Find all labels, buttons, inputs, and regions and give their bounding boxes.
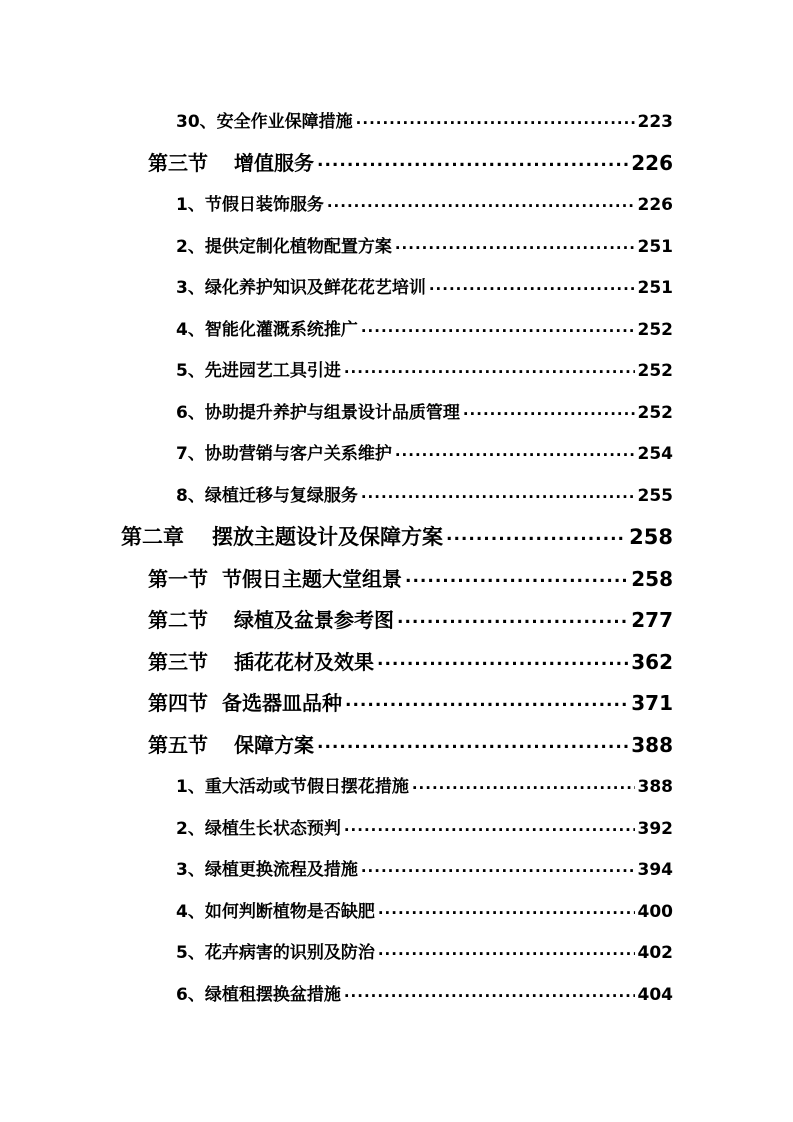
toc-entry-number: 3、	[176, 860, 205, 880]
toc-entry[interactable]	[176, 980, 673, 1005]
dot-leader	[361, 484, 635, 501]
dot-leader	[429, 276, 635, 293]
toc-entry-page: 404	[637, 985, 673, 1005]
toc-entry-number: 30、	[176, 112, 217, 132]
toc-entry-page: 394	[637, 860, 673, 880]
toc-entry-number: 7、	[176, 444, 205, 464]
toc-entry-page: 252	[637, 403, 673, 423]
dot-leader	[361, 858, 635, 875]
toc-entry-page: 252	[637, 361, 673, 381]
toc-entry-page: 371	[631, 691, 673, 715]
toc-entry-page: 400	[637, 902, 673, 922]
dot-leader	[327, 193, 635, 210]
toc-entry-page: 277	[631, 608, 673, 632]
toc-entry-number: 5、	[176, 943, 205, 963]
toc-entry-number: 第一节	[148, 567, 208, 591]
toc-entry[interactable]	[148, 687, 673, 716]
toc-entry-title: 节假日装饰服务	[204, 195, 324, 215]
toc-entry-page: 226	[637, 195, 673, 215]
toc-entry-title: 增值服务	[234, 151, 314, 175]
toc-entry[interactable]	[148, 147, 673, 176]
toc-entry[interactable]	[176, 398, 673, 423]
toc-entry[interactable]	[148, 563, 673, 592]
toc-entry-page: 255	[637, 486, 673, 506]
toc-entry-number: 第二章	[121, 525, 184, 549]
toc-entry-number: 6、	[176, 985, 205, 1005]
toc-entry[interactable]	[148, 604, 673, 633]
dot-leader	[344, 817, 635, 834]
dot-leader	[317, 732, 628, 752]
toc-entry-title: 协助营销与客户关系维护	[204, 444, 392, 464]
toc-entry[interactable]	[176, 356, 673, 381]
dot-leader	[377, 649, 628, 669]
toc-entry-title: 重大活动或节假日摆花措施	[204, 777, 409, 797]
toc-entry-page: 258	[631, 567, 673, 591]
toc-entry[interactable]	[176, 855, 673, 880]
dot-leader	[405, 566, 628, 586]
toc-entry[interactable]	[176, 190, 673, 215]
toc-entry-number: 2、	[176, 237, 205, 257]
dot-leader	[356, 110, 635, 127]
toc-entry-title: 绿植更换流程及措施	[204, 860, 358, 880]
toc-entry-page: 226	[631, 151, 673, 175]
toc-entry-number: 6、	[176, 403, 205, 423]
toc-entry-page: 223	[637, 112, 673, 132]
toc-entry[interactable]	[121, 521, 673, 551]
toc-entry[interactable]	[148, 646, 673, 675]
toc-entry-number: 第二节	[148, 608, 208, 632]
toc-entry-number: 第三节	[148, 650, 208, 674]
toc-entry-title: 先进园艺工具引进	[204, 361, 341, 381]
toc-entry-number: 第四节	[148, 691, 208, 715]
toc-entry-number: 1、	[176, 195, 205, 215]
toc-entry-page: 388	[631, 733, 673, 757]
toc-entry-number: 8、	[176, 486, 205, 506]
toc-entry-number: 第三节	[148, 151, 208, 175]
dot-leader	[344, 359, 635, 376]
toc-entry-number: 5、	[176, 361, 205, 381]
toc-entry-title: 摆放主题设计及保障方案	[212, 525, 443, 549]
toc-entry[interactable]	[176, 107, 673, 132]
toc-entry-title: 备选器皿品种	[222, 691, 342, 715]
toc-entry-title: 绿植生长状态预判	[204, 819, 341, 839]
toc-entry-title: 插花花材及效果	[234, 650, 374, 674]
dot-leader	[378, 941, 635, 958]
toc-entry-page: 251	[637, 237, 673, 257]
toc-entry-number: 1、	[176, 777, 205, 797]
toc-entry-title: 提供定制化植物配置方案	[204, 237, 392, 257]
dot-leader	[344, 983, 635, 1000]
toc-entry[interactable]	[176, 938, 673, 963]
toc-entry-title: 节假日主题大堂组景	[222, 567, 402, 591]
toc-entry-title: 绿植租摆换盆措施	[204, 985, 341, 1005]
toc-entry-number: 4、	[176, 902, 205, 922]
toc-entry-page: 251	[637, 278, 673, 298]
toc-entry-page: 362	[631, 650, 673, 674]
dot-leader	[345, 690, 628, 710]
toc-entry-page: 258	[629, 525, 673, 549]
dot-leader	[412, 775, 635, 792]
toc-entry-page: 402	[637, 943, 673, 963]
toc-entry-page: 252	[637, 320, 673, 340]
dot-leader	[317, 150, 628, 170]
toc-entry[interactable]	[176, 315, 673, 340]
toc-entry-title: 绿植及盆景参考图	[234, 608, 394, 632]
toc-entry[interactable]	[176, 481, 673, 506]
toc-entry-title: 保障方案	[234, 733, 314, 757]
dot-leader	[395, 235, 635, 252]
toc-entry-title: 绿植迁移与复绿服务	[204, 486, 358, 506]
toc-entry-page: 254	[637, 444, 673, 464]
toc-entry-number: 2、	[176, 819, 205, 839]
dot-leader	[361, 318, 635, 335]
dot-leader	[397, 607, 628, 627]
dot-leader	[395, 442, 635, 459]
toc-entry[interactable]	[176, 232, 673, 257]
toc-entry-number: 第五节	[148, 733, 208, 757]
toc-entry-title: 如何判断植物是否缺肥	[204, 902, 375, 922]
toc-entry-title: 绿化养护知识及鲜花花艺培训	[204, 278, 426, 298]
toc-entry-title: 安全作业保障措施	[216, 112, 353, 132]
toc-entry[interactable]	[176, 772, 673, 797]
toc-entry[interactable]	[176, 439, 673, 464]
toc-entry[interactable]	[176, 814, 673, 839]
dot-leader	[378, 900, 635, 917]
dot-leader	[446, 523, 626, 544]
toc-entry-number: 3、	[176, 278, 205, 298]
toc-entry[interactable]	[148, 729, 673, 758]
toc-entry-page: 392	[637, 819, 673, 839]
toc-entry-title: 协助提升养护与组景设计品质管理	[204, 403, 460, 423]
toc-entry-title: 花卉病害的识别及防治	[204, 943, 375, 963]
toc-entry-number: 4、	[176, 320, 205, 340]
toc-entry[interactable]	[176, 897, 673, 922]
toc-entry-title: 智能化灌溉系统推广	[204, 320, 358, 340]
toc-entry[interactable]	[176, 273, 673, 298]
dot-leader	[463, 401, 635, 418]
toc-entry-page: 388	[637, 777, 673, 797]
